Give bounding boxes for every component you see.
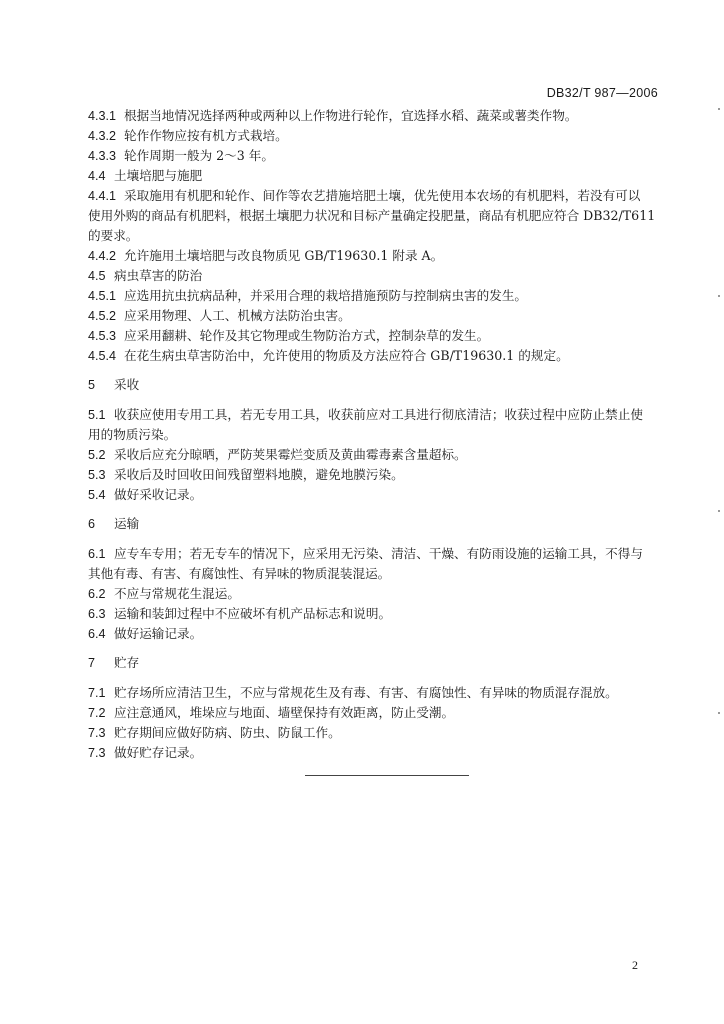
clause-continuation: 的要求。 [88, 228, 139, 243]
clause-line [88, 126, 662, 146]
clause-text: 轮作作物应按有机方式栽培。 [124, 128, 288, 143]
scan-speck [718, 510, 720, 512]
clause-line [88, 445, 662, 465]
clause-line [88, 604, 662, 624]
page-number: 2 [632, 958, 638, 972]
clause-text: 不应与常规花生混运。 [114, 586, 240, 601]
clause-text: 运输和装卸过程中不应破坏有机产品标志和说明。 [114, 606, 392, 621]
clause-line [88, 166, 662, 186]
clause-line [88, 306, 662, 326]
section-heading [88, 653, 662, 673]
clause-text: 轮作周期一般为 2～3 年。 [124, 148, 274, 163]
clause-number: 4.5.2 [88, 309, 117, 323]
clause-line [88, 683, 662, 703]
clause-line [88, 266, 662, 286]
clause-number: 4.3.1 [88, 109, 117, 123]
clause-paragraph [88, 405, 662, 445]
clause-line [88, 246, 662, 266]
clause-number: 7.2 [88, 706, 106, 720]
clause-text: 病虫草害的防治 [114, 268, 203, 283]
clause-number: 4.4.1 [88, 189, 117, 203]
section-heading [88, 514, 662, 534]
clause-number: 5.2 [88, 448, 106, 462]
scan-speck [718, 295, 720, 297]
clause-line [88, 485, 662, 505]
clause-text: 做好运输记录。 [114, 626, 203, 641]
clause-text: 应采用翻耕、轮作及其它物理或生物防治方式，控制杂草的发生。 [124, 328, 490, 343]
clause-number: 7.1 [88, 686, 106, 700]
clause-line [88, 146, 662, 166]
standard-code: DB32/T 987—2006 [546, 86, 658, 100]
clause-text: 贮存场所应清洁卫生，不应与常规花生及有毒、有害、有腐蚀性、有异味的物质混存混放。 [114, 685, 618, 700]
clause-line [88, 286, 662, 306]
clause-line [88, 584, 662, 604]
clause-number: 6.4 [88, 627, 106, 641]
clause-line [88, 106, 662, 126]
clause-number: 4.4 [88, 169, 106, 183]
clause-text: 贮存 [114, 655, 140, 670]
clause-number: 6 [88, 517, 96, 531]
clause-line [88, 723, 662, 743]
clause-line [88, 326, 662, 346]
clause-text: 应专车专用；若无专车的情况下，应采用无污染、清洁、干燥、有防雨设施的运输工具，不得与 [114, 546, 643, 561]
clause-text: 做好贮存记录。 [114, 745, 203, 760]
clause-number: 6.3 [88, 607, 106, 621]
clause-text: 根据当地情况选择两种或两种以上作物进行轮作，宜选择水稻、蔬菜或薯类作物。 [124, 108, 578, 123]
clause-number: 5 [88, 378, 96, 392]
scan-speck [718, 712, 720, 714]
clause-number: 5.1 [88, 408, 106, 422]
clause-number: 4.4.2 [88, 249, 117, 263]
clause-number: 4.5.1 [88, 289, 117, 303]
clause-number: 4.3.3 [88, 149, 117, 163]
clause-continuation: 其他有毒、有害、有腐蚀性、有异味的物质混装混运。 [88, 566, 391, 581]
end-rule [305, 775, 469, 776]
clause-line [88, 624, 662, 644]
clause-text: 采取施用有机肥和轮作、间作等农艺措施培肥土壤，优先使用本农场的有机肥料，若没有可以 [124, 188, 641, 203]
clause-number: 6.1 [88, 547, 106, 561]
clause-text: 应选用抗虫抗病品种，并采用合理的栽培措施预防与控制病虫害的发生。 [124, 288, 527, 303]
section-heading [88, 375, 662, 395]
clause-paragraph [88, 186, 662, 246]
clause-continuation: 用的物质污染。 [88, 427, 177, 442]
clause-text: 采收后及时回收田间残留塑料地膜，避免地膜污染。 [114, 467, 404, 482]
clause-number: 7 [88, 656, 96, 670]
clause-text: 采收 [114, 377, 140, 392]
clause-number: 7.3 [88, 746, 106, 760]
clause-text: 应注意通风，堆垛应与地面、墙壁保持有效距离，防止受潮。 [114, 705, 455, 720]
clause-continuation: 使用外购的商品有机肥料，根据土壤肥力状况和目标产量确定投肥量，商品有机肥应符合 DB32/T611 [88, 208, 656, 223]
clause-text: 做好采收记录。 [114, 487, 203, 502]
clause-number: 4.5 [88, 269, 106, 283]
clause-line [88, 346, 662, 366]
clause-text: 运输 [114, 516, 140, 531]
clause-number: 7.3 [88, 726, 106, 740]
clause-text: 土壤培肥与施肥 [114, 168, 203, 183]
clause-number: 6.2 [88, 587, 106, 601]
clause-text: 采收后应充分晾晒，严防荚果霉烂变质及黄曲霉毒素含量超标。 [114, 447, 467, 462]
clause-number: 4.3.2 [88, 129, 117, 143]
clause-line [88, 743, 662, 763]
clause-text: 收获应使用专用工具，若无专用工具，收获前应对工具进行彻底清洁；收获过程中应防止禁止使 [114, 407, 643, 422]
scan-speck [718, 108, 720, 110]
clause-number: 4.5.4 [88, 349, 117, 363]
clause-text: 应采用物理、人工、机械方法防治虫害。 [124, 308, 351, 323]
clause-number: 4.5.3 [88, 329, 117, 343]
clause-text: 贮存期间应做好防病、防虫、防鼠工作。 [114, 725, 341, 740]
document-body [88, 106, 662, 763]
clause-paragraph [88, 544, 662, 584]
clause-line [88, 465, 662, 485]
clause-number: 5.4 [88, 488, 106, 502]
clause-line [88, 703, 662, 723]
clause-number: 5.3 [88, 468, 106, 482]
clause-text: 允许施用土壤培肥与改良物质见 GB/T19630.1 附录 A。 [124, 248, 444, 263]
clause-text: 在花生病虫草害防治中，允许使用的物质及方法应符合 GB/T19630.1 的规定。 [124, 348, 569, 363]
